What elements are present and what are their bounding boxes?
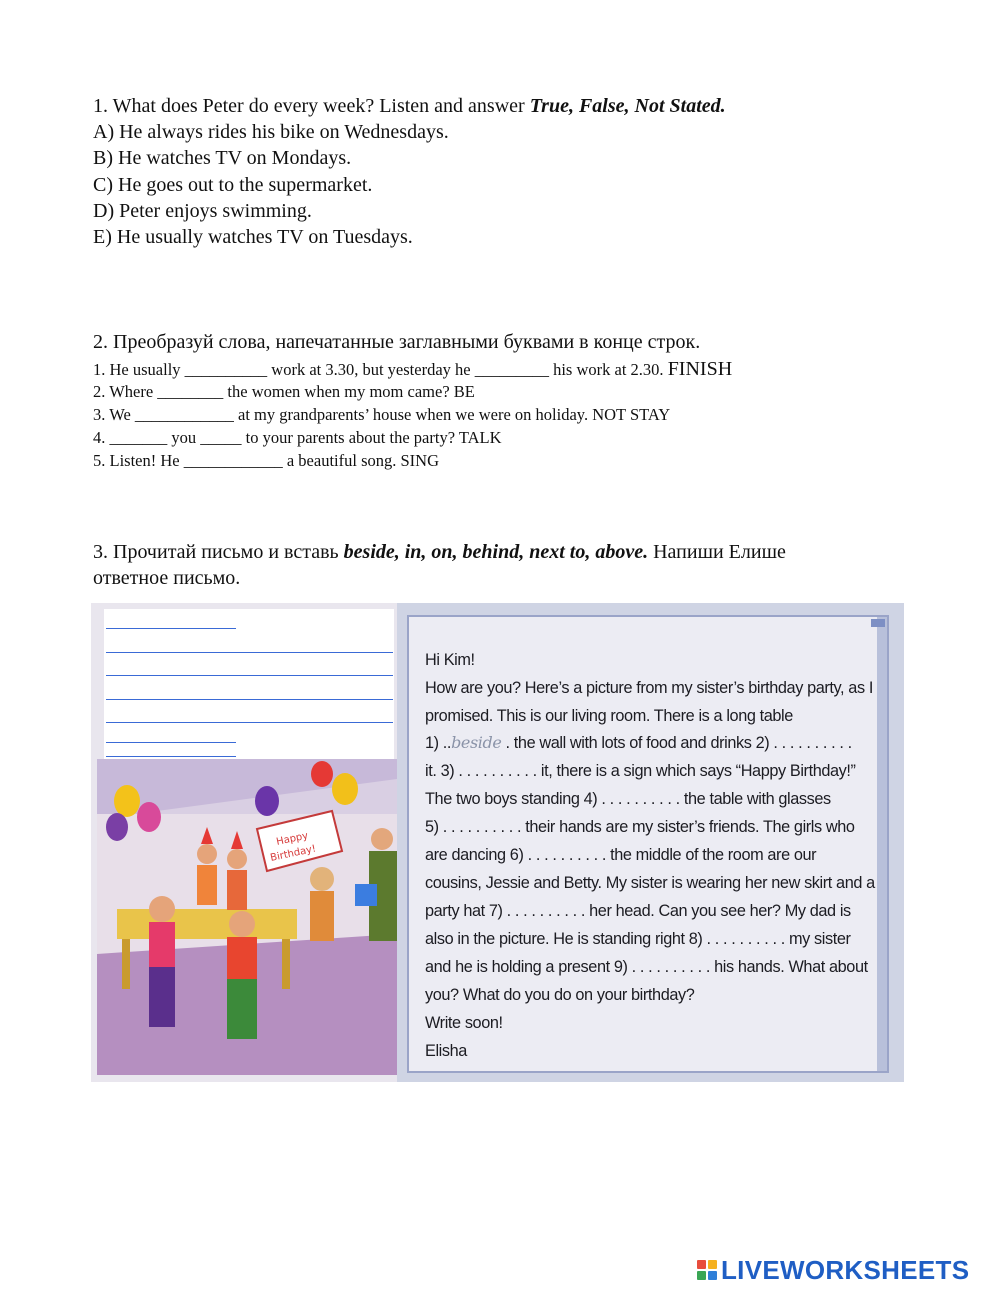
logo-square	[708, 1260, 717, 1269]
letter-line: are dancing 6) . . . . . . . . . . the middle of the room are our	[425, 846, 817, 864]
letter-line: Hi Kim!	[425, 651, 475, 669]
party-table	[117, 909, 297, 939]
task2-item-4: 4. _______ you _____ to your parents about the party? TALK	[93, 428, 502, 447]
girl-head	[229, 911, 255, 937]
balloon	[106, 813, 128, 841]
task2-title: 2. Преобразуй слова, напечатанные заглавными буквами в конце строк.	[93, 331, 701, 353]
reply-line[interactable]	[106, 722, 393, 723]
balloon	[114, 785, 140, 817]
present	[355, 884, 377, 906]
girl-head	[149, 896, 175, 922]
scrollbar[interactable]	[877, 617, 887, 1073]
reply-line[interactable]	[106, 628, 236, 629]
task1-item-b: B) He watches TV on Mondays.	[93, 147, 352, 169]
boy-head	[227, 849, 247, 869]
letter-line-rest: . the wall with lots of food and drinks 2) . . . . . . . . . .	[501, 734, 852, 752]
task1-title	[93, 95, 726, 118]
letter-line: How are you? Here’s a picture from my sister’s birthday party, as I	[425, 679, 873, 697]
task3-title-line2: ответное письмо.	[93, 567, 241, 589]
letter-line-start: 1) ..	[425, 734, 452, 752]
logo-text: LIVEWORKSHEETS	[721, 1254, 970, 1285]
letter-text	[407, 615, 889, 1073]
balloon	[332, 773, 358, 805]
letter-line: Write soon!	[425, 1014, 503, 1032]
letter-window	[397, 603, 904, 1082]
boy-body	[197, 865, 217, 905]
balloon	[255, 786, 279, 816]
task3-title-text: 3. Прочитай письмо и вставь	[93, 541, 344, 563]
boy-head	[197, 844, 217, 864]
letter-line: 5) . . . . . . . . . . their hands are my sister’s friends. The girls who	[425, 818, 855, 836]
girl-body	[227, 937, 257, 979]
task3-title	[93, 541, 786, 564]
letter-line: also in the picture. He is standing right 8) . . . . . . . . . . my sister	[425, 930, 851, 948]
letter-line: cousins, Jessie and Betty. My sister is wearing her new skirt and a	[425, 874, 875, 892]
letter-line: you? What do you do on your birthday?	[425, 986, 695, 1004]
task1-item-e: E) He usually watches TV on Tuesdays.	[93, 226, 413, 248]
task1-item-a: A) He always rides his bike on Wednesdays.	[93, 121, 449, 143]
sister-body	[310, 891, 334, 941]
boy-body	[227, 870, 247, 910]
logo-mark-icon	[697, 1260, 717, 1280]
task2-item-1-text: 1. He usually __________ work at 3.30, but yesterday he _________ his work at 2.30.	[93, 360, 664, 379]
letter-line: The two boys standing 4) . . . . . . . . . . the table with glasses	[425, 790, 831, 808]
letter-line: and he is holding a present 9) . . . . . . . . . . his hands. What about	[425, 958, 868, 976]
task2-item-2: 2. Where ________ the women when my mom came? BE	[93, 382, 475, 401]
letter-line: promised. This is our living room. There is a long table	[425, 707, 793, 725]
party-illustration	[97, 759, 397, 1075]
reply-line[interactable]	[106, 699, 393, 700]
reply-line[interactable]	[106, 675, 393, 676]
sign-text-happy: Happy	[275, 830, 310, 848]
window-control[interactable]	[871, 619, 885, 627]
dad-head	[371, 828, 393, 850]
task1-item-d: D) Peter enjoys swimming.	[93, 200, 312, 222]
reply-line[interactable]	[106, 756, 236, 757]
task3-title-emphasis: beside, in, on, behind, next to, above.	[343, 541, 649, 563]
balloon	[137, 802, 161, 832]
example-answer: beside	[451, 733, 502, 752]
task2-item-1	[93, 358, 732, 381]
letter-line: it. 3) . . . . . . . . . . it, there is a sign which says “Happy Birthday!”	[425, 762, 856, 780]
liveworksheets-logo	[697, 1256, 969, 1284]
balloon	[311, 761, 333, 787]
task1-title-emphasis: True, False, Not Stated.	[529, 95, 726, 117]
task3-figure	[91, 603, 904, 1082]
task2-item-5: 5. Listen! He ____________ a beautiful song. SING	[93, 451, 439, 470]
logo-square	[697, 1271, 706, 1280]
sister-head	[310, 867, 334, 891]
reply-line[interactable]	[106, 652, 393, 653]
girl-legs	[149, 967, 175, 1027]
table-leg	[122, 939, 130, 989]
reply-line[interactable]	[106, 742, 236, 743]
letter-line	[425, 733, 852, 753]
task1-title-text: 1. What does Peter do every week? Listen and answer	[93, 95, 530, 117]
task2-item-3: 3. We ____________ at my grandparents’ house when we were on holiday. NOT STAY	[93, 405, 671, 424]
task3-title-end: Напиши Елише	[648, 541, 786, 563]
reply-answer-box[interactable]	[104, 609, 394, 759]
letter-line: party hat 7) . . . . . . . . . . her head. Can you see her? My dad is	[425, 902, 851, 920]
logo-square	[708, 1271, 717, 1280]
girl-legs	[227, 979, 257, 1039]
logo-square	[697, 1260, 706, 1269]
letter-line: Elisha	[425, 1042, 467, 1060]
girl-body	[149, 922, 175, 967]
task1-item-c: C) He goes out to the supermarket.	[93, 174, 373, 196]
sign-text-birthday: Birthday!	[269, 843, 318, 864]
table-leg	[282, 939, 290, 989]
task2-item-1-word: FINISH	[667, 358, 733, 380]
